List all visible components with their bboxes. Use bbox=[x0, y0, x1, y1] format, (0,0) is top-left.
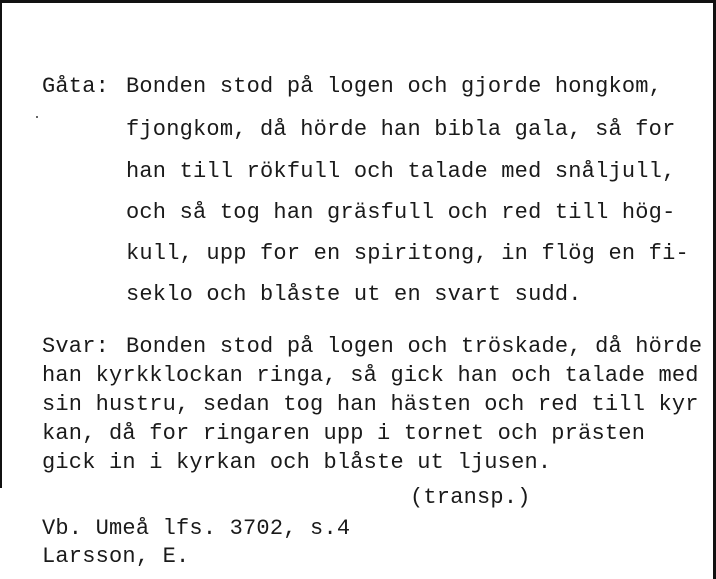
riddle-line-2: fjongkom, då hörde han bibla gala, så for bbox=[126, 117, 676, 142]
transcription-note: (transp.) bbox=[410, 485, 531, 510]
riddle-line-3: han till rökfull och talade med snåljull, bbox=[126, 159, 676, 184]
riddle-line-4: och så tog han gräsfull och red till hög- bbox=[126, 200, 676, 225]
archive-reference: Vb. Umeå lfs. 3702, s.4 bbox=[42, 516, 351, 541]
paper-speck bbox=[36, 116, 38, 118]
collector-name: Larsson, E. bbox=[42, 544, 190, 569]
card-left-border bbox=[0, 0, 2, 488]
riddle-label: Gåta: bbox=[42, 74, 110, 99]
answer-line-4: kan, då for ringaren upp i tornet och prästen bbox=[42, 421, 646, 446]
answer-line-5: gick in i kyrkan och blåste ut ljusen. bbox=[42, 450, 552, 475]
answer-line-3: sin hustru, sedan tog han hästen och red till kyr bbox=[42, 392, 699, 417]
answer-line-1: Bonden stod på logen och tröskade, då hörde bbox=[126, 334, 703, 359]
answer-label: Svar: bbox=[42, 334, 110, 359]
answer-line-2: han kyrkklockan ringa, så gick han och talade med bbox=[42, 363, 699, 388]
card-top-border bbox=[0, 0, 716, 3]
riddle-line-1: Bonden stod på logen och gjorde hongkom, bbox=[126, 74, 663, 99]
riddle-line-5: kull, upp for en spiritong, in flög en fi- bbox=[126, 241, 689, 266]
riddle-line-6: seklo och blåste ut en svart sudd. bbox=[126, 282, 582, 307]
